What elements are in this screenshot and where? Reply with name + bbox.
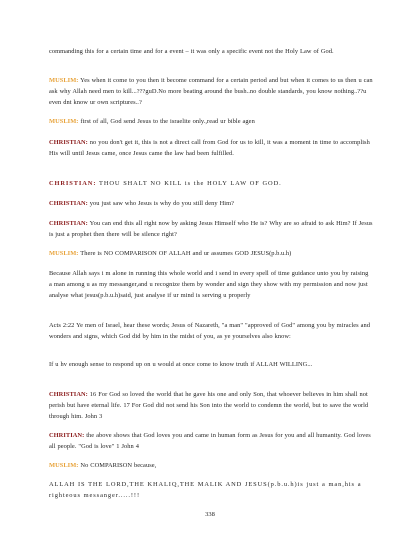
speaker-label: CHRISTIAN:	[49, 391, 88, 398]
paragraph-text: If u hv enough sense to respond up on u would at once come to know truth if ALLAH WILLING...	[49, 361, 313, 368]
paragraph-12	[49, 430, 373, 452]
paragraph-text: you just saw who Jesus is why do you still deny Him?	[87, 200, 234, 207]
speaker-label: MUSLIM:	[49, 77, 79, 84]
paragraph-text: You can end this all right now by asking Jesus Himself who He is? Why are so afraid to ask Him? If Jesus is just a prophet then there will be silence right?	[49, 220, 373, 238]
paragraph-5	[49, 198, 373, 209]
paragraph-13	[49, 460, 373, 471]
speaker-label: MUSLIM:	[49, 462, 79, 469]
paragraph-11	[49, 389, 373, 422]
paragraph-text: 16 For God so loved the world that he gave his one and only Son, that whoever believes in him shall not perish but have eternal life. 17 For God did not send his Son into the world to condemn the world, but to save the world through him. John 3	[49, 391, 369, 420]
paragraph-3	[49, 137, 373, 159]
speaker-label: CHRISTIAN:	[49, 200, 88, 207]
speaker-label: CHRISTIAN:	[49, 139, 88, 146]
speaker-label: MUSLIM:	[49, 118, 79, 125]
speaker-label: CHRISTIAN:	[49, 180, 97, 187]
paragraph-7	[49, 248, 373, 259]
speaker-label: CHRITIAN:	[49, 432, 85, 439]
paragraph-14	[49, 479, 373, 501]
paragraph-1	[49, 75, 373, 108]
speaker-label: MUSLIM:	[49, 250, 79, 257]
paragraph-text: Yes when it come to you then it become command for a certain period and but when it comes to us then u can ask why Allah need men to kill...???guD.No more beating around the bush..no double standards, you know nothing..??u even dnt know ur own scriptures..?	[49, 77, 373, 106]
paragraph-10	[49, 359, 373, 370]
page-number: 338	[205, 511, 215, 518]
paragraph-8	[49, 268, 373, 301]
paragraph-6	[49, 218, 373, 240]
paragraph-text: the above shows that God loves you and came in human form as Jesus for you and all humanity. God loves all people. "God is love" 1 John 4	[49, 432, 371, 450]
paragraph-text: ALLAH IS THE LORD,THE KHALIQ,THE MALIK AND JESUS(p.b.u.h)is just a man,his a righteous messanger.....!!!	[49, 481, 362, 499]
paragraph-text: commanding this for a certain time and for a event – it was only a specific event not the Holy Law of God.	[49, 48, 334, 55]
paragraph-text: There is NO COMPARISON OF ALLAH and ur assumes GOD JESUS(p.b.u.h)	[78, 250, 292, 257]
paragraph-text: no you don't get it, this is not a direct call from God for us to kill, it was a moment in time to accomplish His will until Jesus came, once Jesus came the law had been fulfilled.	[49, 139, 370, 157]
paragraph-text: No COMPARISON because,	[78, 462, 157, 469]
paragraph-text: Because Allah says i m alone in running this whole world and i send in every spell of time guidance unto you by raising a man among u as my messanger,and u recognize them by wonder and sign they show with my permission and now just analyse what jesus(p.b.u.h)said, just analyse if ur mind is serving u properly	[49, 270, 369, 299]
speaker-label: CHRISTIAN:	[49, 220, 88, 227]
paragraph-0	[49, 46, 373, 57]
paragraph-text: Acts 2:22 Ye men of Israel, hear these words; Jesus of Nazareth, "a man" "approved of God" among you by miracles and wonders and signs, which God did by him in the midst of you, as ye yourselves also know:	[49, 322, 371, 340]
paragraph-9	[49, 320, 373, 342]
paragraph-4	[49, 178, 373, 189]
paragraph-text: first of all, God send Jesus to the israelite only.,read ur bible agen	[78, 118, 255, 125]
paragraph-2	[49, 116, 373, 127]
paragraph-text: THOU SHALT NO KILL is the HOLY LAW OF GOD.	[96, 180, 282, 187]
